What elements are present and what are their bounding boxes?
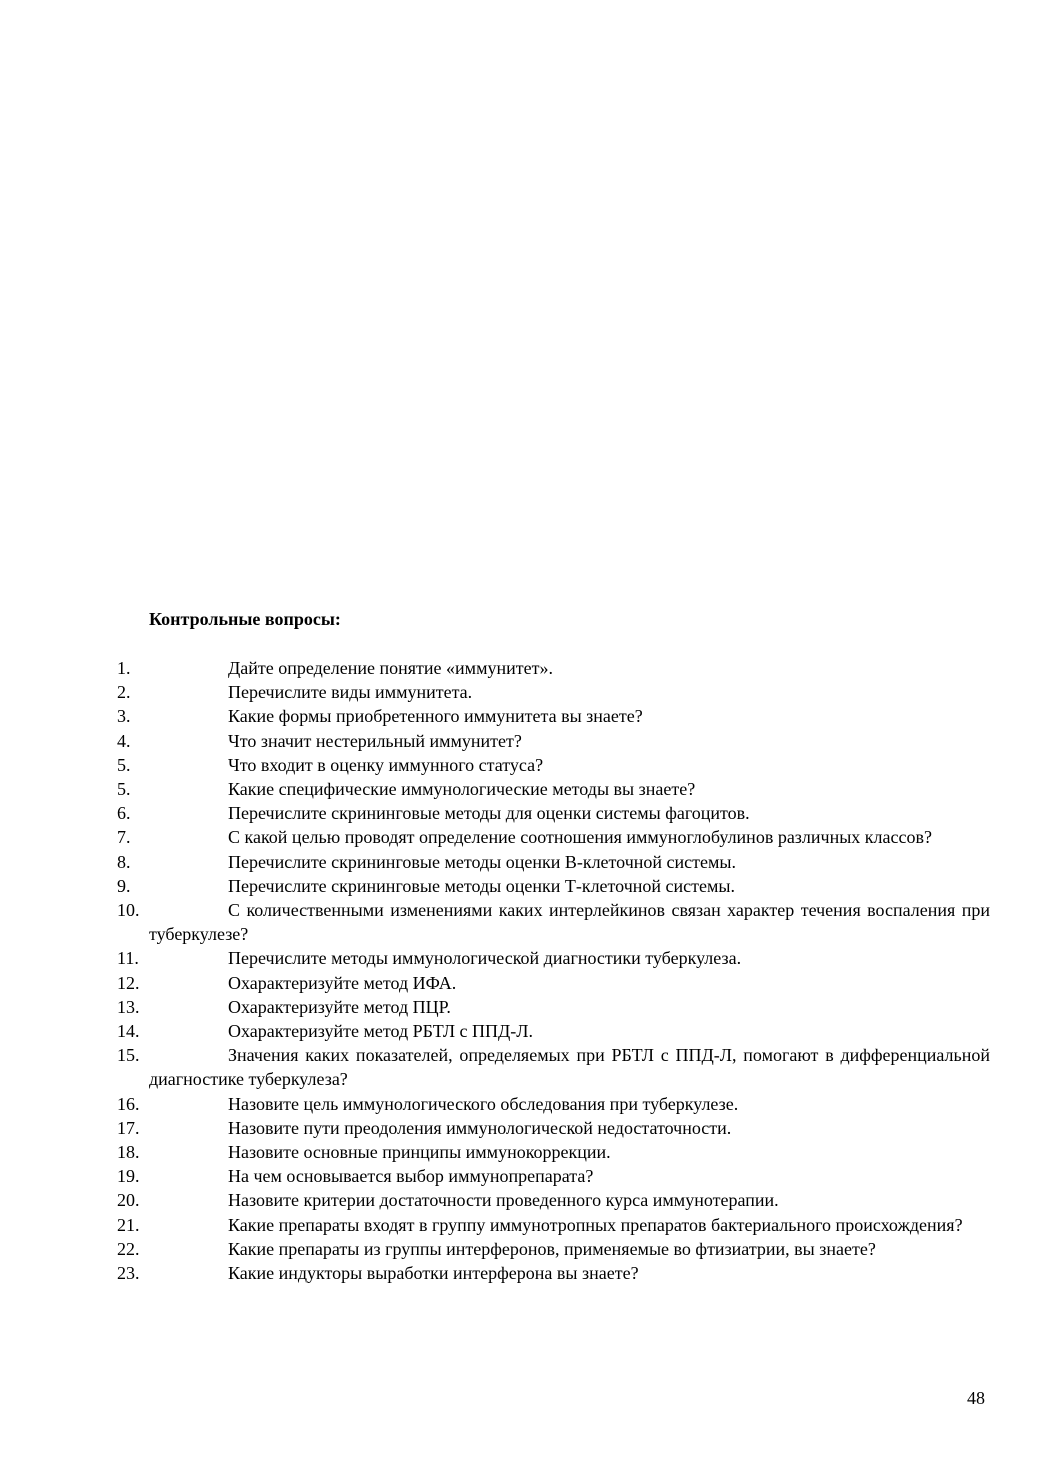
question-number: 5. [117,779,131,800]
question-number: 1. [117,658,131,678]
question-item [117,729,990,753]
question-text: Назовите цель иммунологического обследования при туберкулезе. [228,1093,739,1114]
question-text: Охарактеризуйте метод РБТЛ с ППД-Л. [228,1021,533,1042]
question-item [117,995,990,1019]
question-item [117,825,990,849]
question-item [117,680,990,704]
question-item [117,1237,990,1261]
question-text: Перечислите скрининговые методы оценки Т-клеточной системы. [228,875,735,896]
question-number: 3. [117,706,131,727]
question-text: Какие формы приобретенного иммунитета вы знаете? [228,706,643,727]
question-item [117,946,990,970]
question-item [117,850,990,874]
question-number: 18. [117,1142,140,1163]
question-item [117,874,990,898]
question-text: Какие индукторы выработки интерферона вы знаете? [228,1263,639,1284]
question-number: 7. [117,827,131,848]
question-item [117,1019,990,1043]
question-text: Значения каких показателей, определяемых при РБТЛ с ППД-Л, помогают в дифференциальной диагностике туберкулеза? [149,1045,990,1090]
question-number: 23. [117,1263,140,1284]
question-text: С какой целью проводят определение соотношения иммуноглобулинов различных классов? [228,827,932,848]
question-number: 16. [117,1093,140,1114]
question-text: Дайте определение понятие «иммунитет». [228,658,553,678]
question-item [117,1164,990,1188]
question-text: Перечислите виды иммунитета. [228,682,473,703]
question-number: 17. [117,1117,140,1138]
question-number: 21. [117,1214,140,1235]
question-text: Какие препараты входят в группу иммунотропных препаратов бактериального происхождения? [228,1214,963,1235]
question-item [117,898,990,946]
question-list [117,656,990,1285]
question-item [117,1043,990,1091]
question-item [117,777,990,801]
question-text: На чем основывается выбор иммунопрепарата? [228,1166,594,1187]
question-text: Охарактеризуйте метод ПЦР. [228,996,451,1017]
question-number: 2. [117,682,131,703]
page-number: 48 [967,1388,985,1408]
question-text: Какие препараты из группы интерферонов, применяемые во фтизиатрии, вы знаете? [228,1238,876,1259]
question-text: С количественными изменениями каких интерлейкинов связан характер течения воспаления при туберкулезе? [149,900,990,945]
question-number: 4. [117,730,131,751]
question-number: 14. [117,1021,140,1042]
question-text: Что значит нестерильный иммунитет? [228,730,522,751]
question-number: 6. [117,803,131,824]
question-number: 9. [117,875,131,896]
question-number: 22. [117,1238,140,1259]
question-number: 11. [117,948,139,969]
question-number: 8. [117,851,131,872]
question-number: 19. [117,1166,140,1187]
question-item [117,1261,990,1285]
question-text: Перечислите скрининговые методы оценки В-клеточной системы. [228,851,736,872]
section-heading: Контрольные вопросы: [149,609,341,629]
question-text: Охарактеризуйте метод ИФА. [228,972,457,993]
question-item [117,1213,990,1237]
question-text: Назовите критерии достаточности проведенного курса иммунотерапии. [228,1190,779,1211]
question-item [117,801,990,825]
question-item [117,656,990,680]
question-item [117,971,990,995]
question-number: 15. [117,1045,140,1066]
question-item [117,753,990,777]
question-item [117,704,990,728]
question-text: Что входит в оценку иммунного статуса? [228,754,544,775]
question-number: 5. [117,754,131,775]
question-text: Назовите пути преодоления иммунологической недостаточности. [228,1117,732,1138]
question-item [117,1140,990,1164]
question-number: 20. [117,1190,140,1211]
question-item [117,1188,990,1212]
question-number: 10. [117,900,140,921]
question-number: 13. [117,996,140,1017]
question-item [117,1092,990,1116]
question-number: 12. [117,972,140,993]
question-text: Назовите основные принципы иммунокоррекции. [228,1142,611,1163]
question-text: Перечислите скрининговые методы для оценки системы фагоцитов. [228,803,750,824]
question-text: Перечислите методы иммунологической диагностики туберкулеза. [228,948,742,969]
question-item [117,1116,990,1140]
question-text: Какие специфические иммунологические методы вы знаете? [228,779,696,800]
